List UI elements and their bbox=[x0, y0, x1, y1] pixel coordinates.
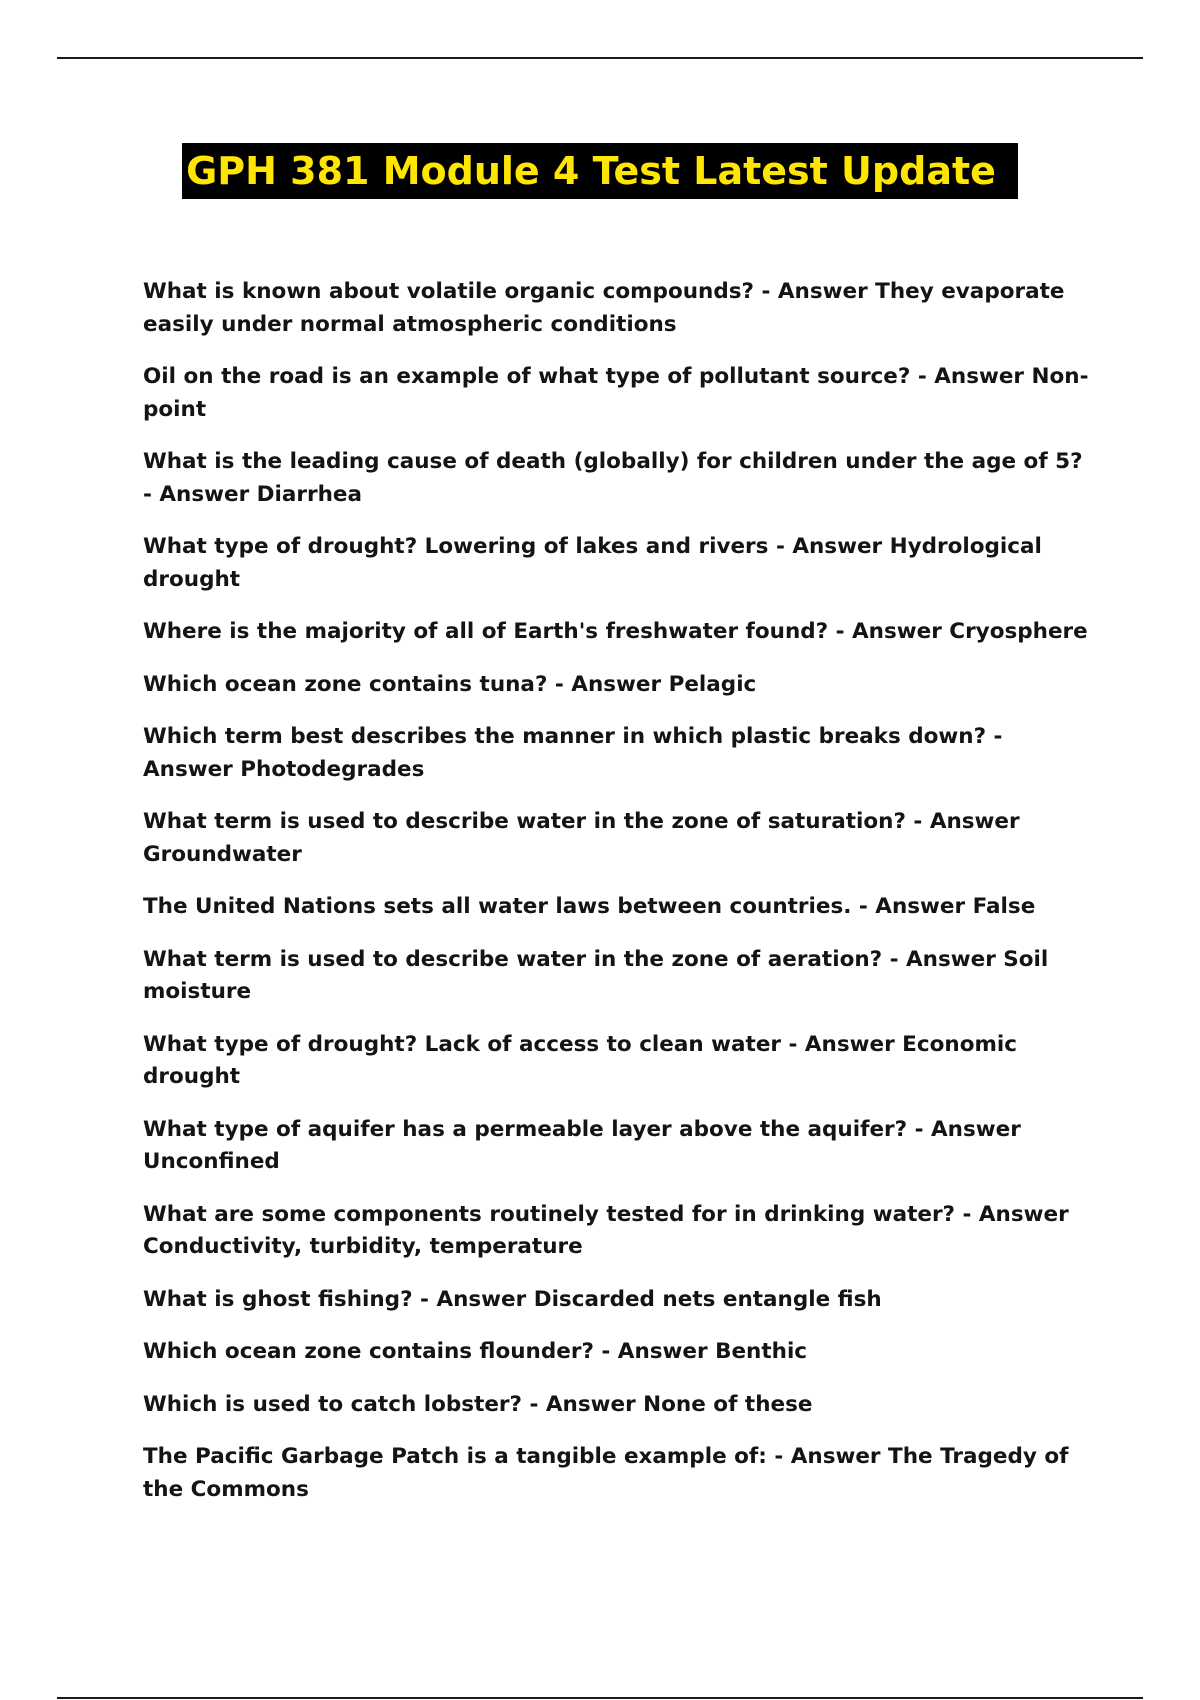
qa-item: Which term best describes the manner in which plastic breaks down? - Answer Photodegrades bbox=[143, 724, 1003, 782]
top-rule bbox=[57, 57, 1143, 59]
qa-item: What is ghost fishing? - Answer Discarded nets entangle fish bbox=[143, 1286, 882, 1312]
title-banner bbox=[0, 143, 1200, 199]
qa-item: Which is used to catch lobster? - Answer None of these bbox=[143, 1391, 813, 1417]
qa-item: What type of drought? Lowering of lakes and rivers - Answer Hydrological drought bbox=[143, 534, 1042, 592]
qa-item: The United Nations sets all water laws between countries. - Answer False bbox=[143, 894, 1036, 919]
qa-item: The Pacific Garbage Patch is a tangible example of: - Answer The Tragedy of the Commons bbox=[143, 1444, 1069, 1502]
qa-item: What are some components routinely tested for in drinking water? - Answer Conductivity, turbidity, temperature bbox=[143, 1201, 1069, 1259]
qa-item: What term is used to describe water in the zone of aeration? - Answer Soil moisture bbox=[143, 946, 1049, 1004]
qa-item: Which ocean zone contains flounder? - Answer Benthic bbox=[143, 1339, 808, 1364]
qa-item: Oil on the road is an example of what type of pollutant source? - Answer Non-point bbox=[143, 364, 1089, 422]
bottom-rule bbox=[57, 1697, 1143, 1699]
qa-item: What term is used to describe water in the zone of saturation? - Answer Groundwater bbox=[143, 809, 1020, 867]
qa-item: What type of drought? Lack of access to clean water - Answer Economic drought bbox=[143, 1031, 1017, 1089]
qa-item: Where is the majority of all of Earth's freshwater found? - Answer Cryosphere bbox=[143, 619, 1088, 644]
qa-item: Which ocean zone contains tuna? - Answer Pelagic bbox=[143, 671, 757, 697]
qa-list bbox=[143, 276, 1093, 1526]
document-title: GPH 381 Module 4 Test Latest Update bbox=[182, 143, 1018, 199]
qa-item: What is the leading cause of death (globally) for children under the age of 5? - Answer Diarrhea bbox=[143, 449, 1083, 507]
qa-item: What is known about volatile organic compounds? - Answer They evaporate easily under normal atmospheric conditions bbox=[143, 279, 1065, 337]
qa-item: What type of aquifer has a permeable layer above the aquifer? - Answer Unconfined bbox=[143, 1116, 1021, 1174]
